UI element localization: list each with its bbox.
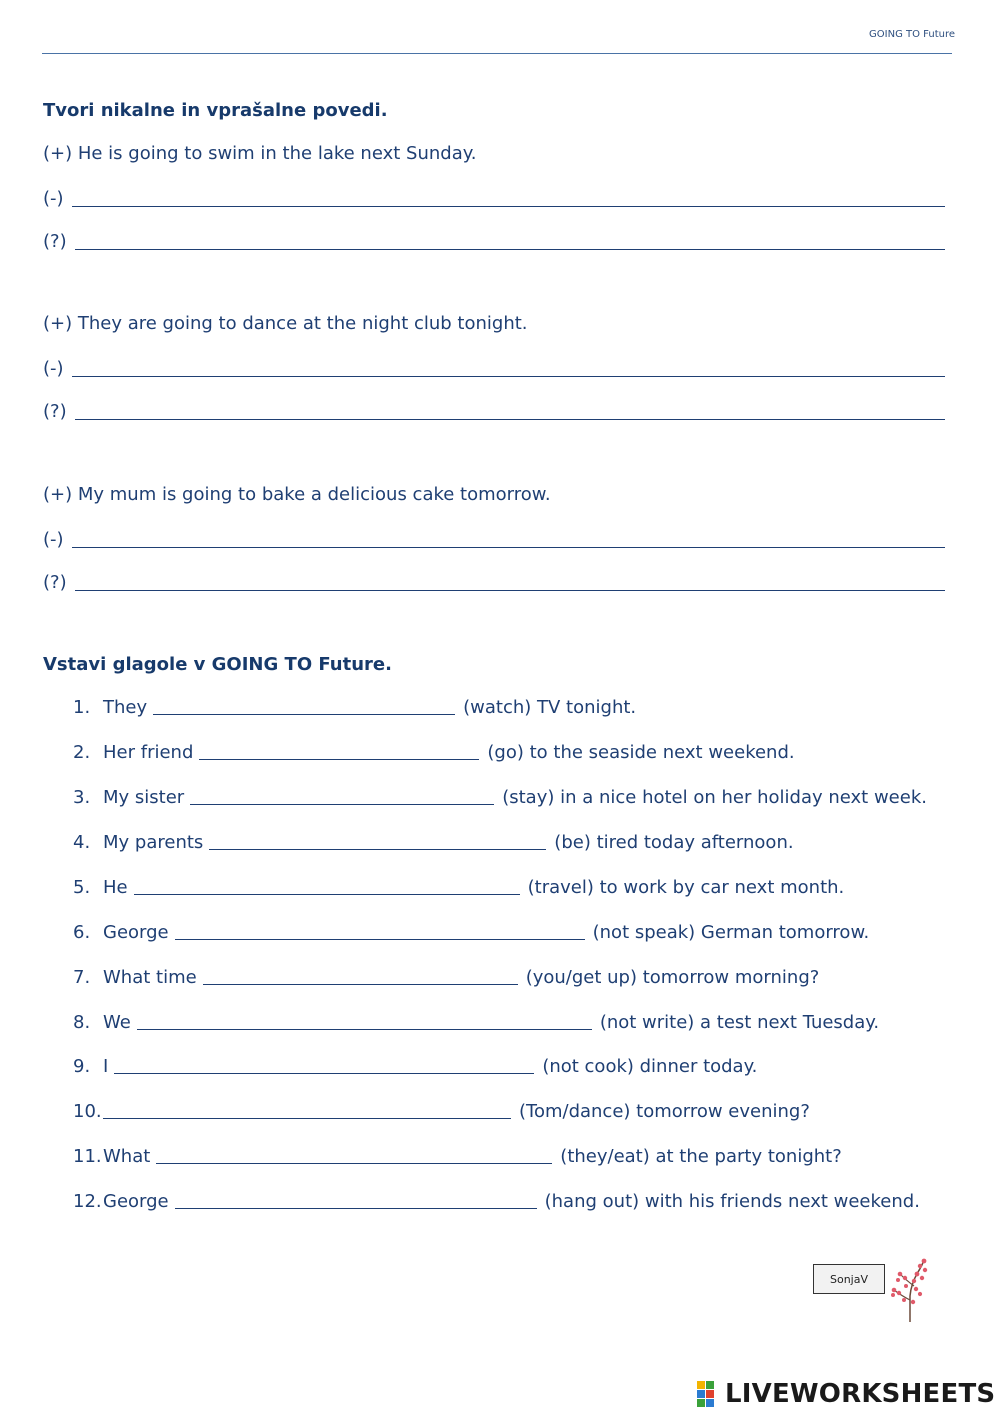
section1-item3-negative-row <box>43 527 945 550</box>
exercise-item <box>73 1145 842 1167</box>
answer-blank[interactable] <box>134 876 520 895</box>
liveworksheets-logo-icon <box>697 1381 723 1407</box>
section1-item1-question-row <box>43 229 945 252</box>
item-number: 5. <box>73 877 91 898</box>
question-answer-field[interactable] <box>75 399 945 420</box>
answer-blank[interactable] <box>175 1190 537 1209</box>
exercise-item <box>73 696 636 718</box>
header-divider <box>42 53 952 54</box>
item-suffix: (go) to the seaside next weekend. <box>487 742 795 763</box>
item-suffix: (not cook) dinner today. <box>542 1056 758 1077</box>
negative-label: (-) <box>43 188 64 209</box>
section1-item3-question-row <box>43 570 945 593</box>
item-suffix: (travel) to work by car next month. <box>527 877 845 898</box>
item-suffix: (you/get up) tomorrow morning? <box>525 967 820 988</box>
item-prefix: They <box>103 697 148 718</box>
exercise-item <box>73 1190 920 1212</box>
item-number: 9. <box>73 1056 91 1077</box>
item-prefix: What <box>103 1146 151 1167</box>
item-suffix: (not write) a test next Tuesday. <box>599 1012 880 1033</box>
item-suffix: (hang out) with his friends next weekend. <box>544 1191 920 1212</box>
answer-blank[interactable] <box>190 786 494 805</box>
header-title: GOING TO Future <box>869 29 955 40</box>
answer-blank[interactable] <box>153 696 455 715</box>
exercise-item <box>73 786 927 808</box>
item-prefix: My parents <box>103 832 204 853</box>
item-number: 6. <box>73 922 91 943</box>
item-prefix: What time <box>103 967 197 988</box>
section1-item2-positive: (+) They are going to dance at the night club tonight. <box>43 313 528 334</box>
item-suffix: (they/eat) at the party tonight? <box>560 1146 842 1167</box>
exercise-item <box>73 1055 757 1077</box>
item-suffix: (Tom/dance) tomorrow evening? <box>519 1101 810 1122</box>
item-suffix: (watch) TV tonight. <box>463 697 637 718</box>
question-answer-field[interactable] <box>75 229 945 250</box>
item-prefix: We <box>103 1012 131 1033</box>
item-number: 7. <box>73 967 91 988</box>
question-label: (?) <box>43 231 67 252</box>
section1-item3-positive: (+) My mum is going to bake a delicious cake tomorrow. <box>43 484 551 505</box>
answer-blank[interactable] <box>114 1055 534 1074</box>
exercise-item <box>73 831 794 853</box>
item-number: 10. <box>73 1101 102 1122</box>
answer-blank[interactable] <box>199 741 479 760</box>
negative-answer-field[interactable] <box>72 186 945 207</box>
answer-blank[interactable] <box>203 966 518 985</box>
item-suffix: (stay) in a nice hotel on her holiday next week. <box>502 787 927 808</box>
negative-answer-field[interactable] <box>72 527 945 548</box>
item-prefix: I <box>103 1056 109 1077</box>
item-prefix: He <box>103 877 128 898</box>
brand-name: LIVEWORKSHEETS <box>725 1379 996 1409</box>
section1-item1-positive: (+) He is going to swim in the lake next Sunday. <box>43 143 477 164</box>
section1-item2-question-row <box>43 399 945 422</box>
exercise-item <box>73 876 844 898</box>
negative-answer-field[interactable] <box>72 356 945 377</box>
section1-heading: Tvori nikalne in vprašalne povedi. <box>43 100 388 121</box>
answer-blank[interactable] <box>103 1100 511 1119</box>
exercise-item <box>73 1100 810 1122</box>
item-number: 12. <box>73 1191 102 1212</box>
question-label: (?) <box>43 401 67 422</box>
item-prefix: Her friend <box>103 742 194 763</box>
item-number: 8. <box>73 1012 91 1033</box>
exercise-item <box>73 921 869 943</box>
flower-branch-icon <box>884 1256 930 1322</box>
negative-label: (-) <box>43 529 64 550</box>
question-answer-field[interactable] <box>75 570 945 591</box>
question-label: (?) <box>43 572 67 593</box>
item-prefix: George <box>103 1191 169 1212</box>
answer-blank[interactable] <box>209 831 546 850</box>
item-number: 3. <box>73 787 91 808</box>
exercise-item <box>73 1011 879 1033</box>
liveworksheets-branding <box>697 1376 995 1412</box>
answer-blank[interactable] <box>137 1011 592 1030</box>
section1-item2-negative-row <box>43 356 945 379</box>
exercise-item <box>73 966 819 988</box>
item-suffix: (be) tired today afternoon. <box>554 832 794 853</box>
item-prefix: George <box>103 922 169 943</box>
answer-blank[interactable] <box>175 921 585 940</box>
author-signature: SonjaV <box>813 1264 885 1294</box>
answer-blank[interactable] <box>156 1145 552 1164</box>
item-number: 11. <box>73 1146 102 1167</box>
negative-label: (-) <box>43 358 64 379</box>
exercise-item <box>73 741 795 763</box>
item-number: 4. <box>73 832 91 853</box>
section1-item1-negative-row <box>43 186 945 209</box>
item-number: 1. <box>73 697 91 718</box>
item-number: 2. <box>73 742 91 763</box>
item-suffix: (not speak) German tomorrow. <box>592 922 870 943</box>
section2-heading: Vstavi glagole v GOING TO Future. <box>43 654 392 675</box>
item-prefix: My sister <box>103 787 185 808</box>
